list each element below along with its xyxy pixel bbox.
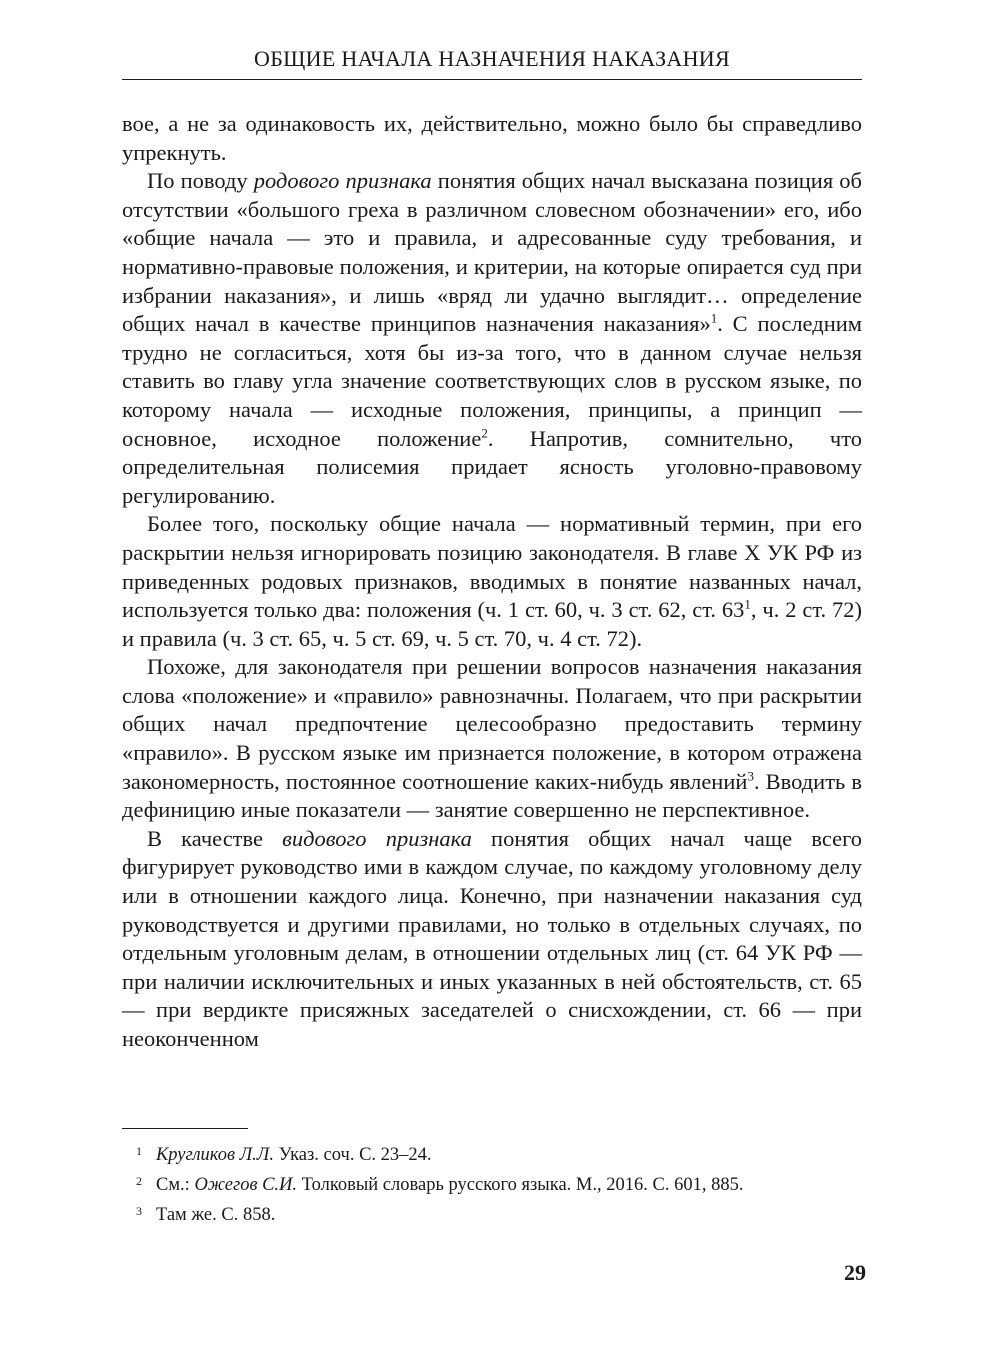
paragraph-4-text-b: . Вводить в дефиницию иные показатели — занятие совершенно не перспективное. (122, 768, 862, 823)
footnote-2 (122, 1170, 882, 1200)
paragraph-4 (122, 653, 862, 825)
page-number: 29 (844, 1260, 866, 1285)
paragraph-4-text-a: Похоже, для законодателя при решении вопросов назначения наказания слова «положение» и «правило» равнозначны. Полагаем, что при раскрытии общих начал предпочтение целесообразно предоставить термину «правило». В русском языке им признается положение, в котором отражена закономерность, постоянное соотношение каких-нибудь явлений (122, 654, 862, 794)
running-header: ОБЩИЕ НАЧАЛА НАЗНАЧЕНИЯ НАКАЗАНИЯ (254, 46, 730, 71)
header-rule (122, 79, 862, 80)
paragraph-3-text-b: , ч. 2 ст. 72) и правила (ч. 3 ст. 65, ч. 5 ст. 69, ч. 5 ст. 70, ч. 4 ст. 72). (122, 597, 862, 651)
paragraph-2-text-a: понятия общих начал высказана позиция об отсутствии «большого греха в различном словесном обозначении» его, ибо «общие начала — это и правила, и адресованные суду требования, и нормативно-правовые положения, и критерии, на которые опирается суд при избрании наказания», и лишь «вряд ли удачно выглядит… определение общих начал в качестве принципов назначения наказания» (122, 168, 862, 337)
footnote-number: 1 (136, 1144, 142, 1158)
footnote-number: 3 (136, 1204, 142, 1218)
paragraph-1 (122, 110, 862, 167)
footnote-author: Кругликов Л.Л. (156, 1145, 274, 1165)
footnote-number: 2 (136, 1174, 142, 1188)
footnote-separator (122, 1128, 248, 1129)
footnotes (122, 1140, 882, 1230)
term-specific-feature: видового признака (282, 825, 472, 851)
paragraph-1-text: вое, а не за одинаковость их, действительно, можно было бы справедливо упрекнуть. (122, 111, 862, 165)
paragraph-2-text-b: . С последним трудно не согласиться, хотя бы из-за того, что в данном случае нельзя ставить во главу угла значение соответствующих слов в русском языке, по которому начала — исходные положения, принципы, а принцип — основное, исходное положение (122, 311, 863, 451)
footnote-prefix: См.: (156, 1175, 195, 1195)
paragraph-2-lead: По поводу (147, 168, 254, 194)
footnote-ref-2[interactable]: 2 (481, 425, 488, 441)
footnote-ref-1[interactable]: 1 (710, 310, 718, 326)
paragraph-2 (122, 167, 862, 510)
footnote-ref-article-63: 1 (744, 596, 751, 612)
paragraph-5-lead: В качестве (147, 825, 283, 851)
footnote-author: Ожегов С.И. (194, 1175, 298, 1195)
footnote-ref-3[interactable]: 3 (747, 768, 754, 784)
paragraph-3-text-a: Более того, поскольку общие начала — нормативный термин, при его раскрытии нельзя игнорировать позицию законодателя. В главе X УК РФ из приведенных родовых признаков, вводимых в понятие названных начал, используется только два: положения (ч. 1 ст. 60, ч. 3 ст. 62, ст. 63 (122, 511, 862, 623)
term-generic-feature: родового признака (253, 168, 432, 194)
footnote-text: Там же. С. 858. (156, 1205, 276, 1225)
paragraph-5-text: понятия общих начал чаще всего фигурирует руководство ими в каждом случае, по каждому уголовному делу или в отношении каждого лица. Конечно, при назначении наказания суд руководствуется и другими правилами, но только в отдельных случаях, по отдельным уголовным делам, в отношении отдельных лиц (ст. 64 УК РФ — при наличии исключительных и иных указанных в ней обстоятельств, ст. 65 — при вердикте присяжных заседателей о снисхождении, ст. 66 — при неоконченном (122, 825, 862, 1051)
paragraph-3 (122, 510, 862, 653)
paragraph-5 (122, 825, 862, 1054)
footnote-text: Толковый словарь русского языка. М., 2016. С. 601, 885. (297, 1175, 744, 1195)
paragraph-2-text-c: . Напротив, сомнительно, что определительная полисемия придает ясность уголовно-правовому регулированию. (122, 425, 862, 508)
footnote-1 (122, 1140, 882, 1170)
main-text (122, 110, 862, 1054)
footnote-3 (122, 1200, 882, 1230)
footnote-text: Указ. соч. С. 23–24. (273, 1145, 432, 1165)
